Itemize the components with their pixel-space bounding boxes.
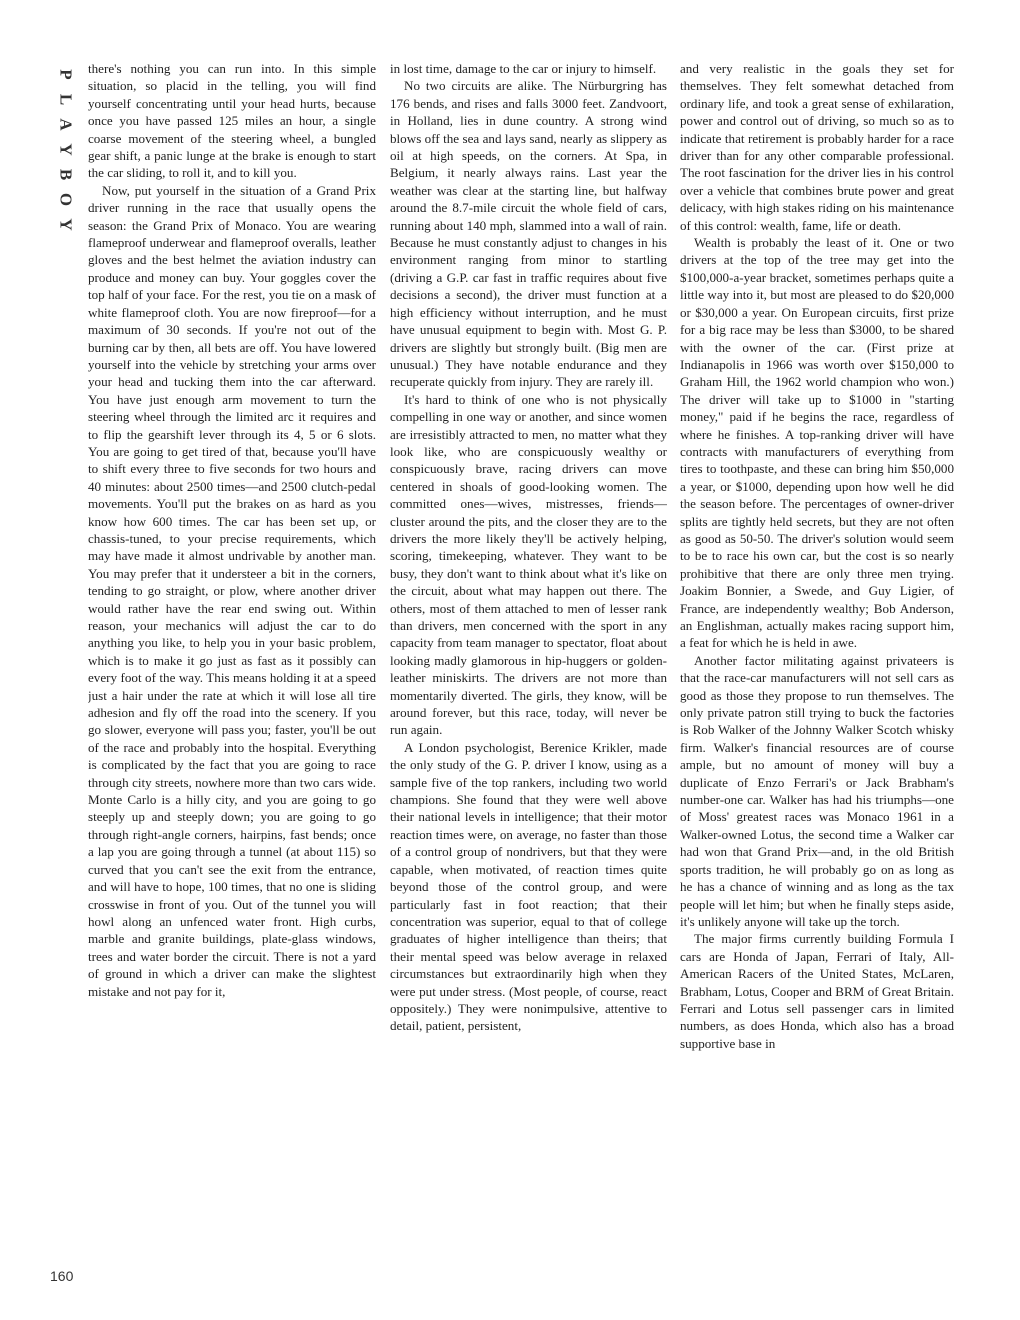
masthead-letter: Y	[56, 143, 76, 156]
paragraph: A London psychologist, Berenice Krikler, made the only study of the G. P. driver I know, using as a sample five of the top rankers, including two world champions. She found that they were well above their national levels in intelligence; that their motor reaction times were, on average, no faster than those of a control group of nondrivers, but that they were capable, when motivated, of reaction times quite beyond those of the control group, and were particularly fast in foot reaction; that their concentration was superior, equal to that of college graduates of higher intelligence than theirs; that their mental speed was below average in relaxed circumstances but extraordinarily high when they were put under stress. (Most people, of course, react oppositely.) They were nonimpulsive, attentive to detail, patient, persistent,	[390, 739, 667, 1034]
paragraph: and very realistic in the goals they set for themselves. They felt somewhat detached from ordinary life, and took a great sense of exhilaration, power and control out of driving, so much so as to indicate that retirement is probably harder for a race driver than for any other comparable professional. The root fascination for the driver lies in his control over a vehicle that combines brute power and great delicacy, with high stakes riding on his maintenance of this control: wealth, fame, life or death.	[680, 61, 954, 233]
text-column-1	[88, 60, 376, 1300]
paragraph: in lost time, damage to the car or injury to himself.	[390, 61, 657, 76]
magazine-masthead	[48, 62, 84, 237]
page-number: 160	[50, 1268, 74, 1284]
text-column-3	[680, 60, 954, 1300]
text-column-2	[390, 60, 667, 1300]
masthead-letter: B	[56, 168, 76, 181]
paragraph: The major firms currently building Formula I cars are Honda of Japan, Ferrari of Italy, All-American Racers of the United States, McLaren, Brabham, Lotus, Cooper and BRM of Great Britain. Ferrari and Lotus sell passenger cars in limited numbers, as does Honda, which also has a broad supportive base in	[680, 931, 954, 1051]
paragraph: Another factor militating against privateers is that the race-car manufacturers will not sell cars as good as those they propose to run themselves. The only private patron still trying to buck the factories is Rob Walker of the Johnny Walker Scotch whisky firm. Walker's financial resources are of course ample, but no amount of money will buy a duplicate of Enzo Ferrari's or Jack Brabham's number-one car. Walker has had his triumphs—one of Moss' greatest races was Monaco 1961 in a Walker-owned Lotus, the second time a Walker car had won that Grand Prix—and, in the old British sports tradition, he will probably go on as long as he has a chance of winning and as long as the tax people will let him; but when he finally steps aside, it's unlikely anyone will take up the torch.	[680, 652, 954, 929]
masthead-letter: P	[56, 69, 76, 80]
paragraph: Now, put yourself in the situation of a Grand Prix driver running in the race that usually opens the season: the Grand Prix of Monaco. You are wearing flameproof underwear and flameproof overalls, leather gloves and the best helmet the aviation industry can produce and money can buy. Your goggles cover the top half of your face. For the rest, you tie on a mask of white flameproof cloth. You are now fireproof—for a maximum of 30 seconds. If you're not out of the burning car by then, all bets are off. You have lowered yourself into the vehicle by stretching your arms over your head and tucking them into the car afterward. You have just enough arm movement to turn the steering wheel through the limited arc it requires and to flip the gearshift lever through its 4, 5 or 6 slots. You are going to get tired of that, because you'll have to shift every three to five seconds for two hours and 40 minutes: about 2500 times—and 2500 clutch-pedal movements. You'll put the brakes on as hard as you know how 600 times. The car has been set up, or chassis-tuned, to your precise requirements, which may have made it almost undrivable by another man. You may prefer that it understeer a bit in the corners, tending to go straight, or plow, where another driver would rather have the rear end swing out. Within reason, your mechanics will adjust the car to do anything you like, to help you in your basic problem, which is to make it go just as fast as it possibly can every foot of the way. This means holding it at a speed just a hair under the rate at which it will lose all tire adhesion and fly off the road into the scenery. If you go slower, everyone will pass you; faster, you'll be out of the race and probably into the hospital. Everything is complicated by the fact that you are going to race through city streets, nowhere more than two cars wide. Monte Carlo is a hilly city, and you are going to go steeply up and steeply down; you are going to go through right-angle corners, hairpins, fast bends; once a lap you are going through a tunnel (at about 115) so curved that you can't see the exit from the entrance, and will have to hope, 100 times, that no one is sliding crosswise in front of you. Out of the tunnel you will howl along an unfenced water front. High curbs, marble and granite buildings, plate-glass windows, trees and water border the circuit. There is not a yard of ground in which a driver can make the slightest mistake and not pay for it,	[88, 182, 376, 999]
masthead-letter: A	[56, 118, 76, 131]
masthead-letter: O	[56, 192, 76, 207]
paragraph: No two circuits are alike. The Nürburgring has 176 bends, and rises and falls 3000 feet. Zandvoort, in Holland, lies in dune country. A strong wind blows off the sea and lays sand, nearly as slippery as oil at high speeds, on the corners. At Spa, in Belgium, it nearly always rains. Last year the weather was clear at the starting line, but halfway around the 8.7-mile circuit the whole field of cars, running about 140 mph, slammed into a wall of rain. Because he must constantly adjust to changes in his environment ranging from minor to startling (driving a G.P. car fast in traffic requires about five decisions a second), the driver must function at a high efficiency without interruption, and he must have unusual equipment to begin with. Most G. P. drivers are slightly but strongly built. (Big men are unusual.) They have notable endurance and they recuperate quickly from injury. They are rarely ill.	[390, 78, 667, 390]
paragraph: It's hard to think of one who is not physically compelling in one way or another, and since women are irresistibly attracted to men, no matter what they look like, who are conspicuously wealthy or conspicuously brave, racing drivers can move centered in shoals of good-looking women. The committed ones—wives, mistresses, friends—cluster around the pits, and the closer they are to the drivers the more likely they'll be actively helping, scoring, timekeeping, whatever. They want to be busy, they don't want to think about what it's like on the circuit, about what may happen out there. The others, most of them attached to men of lesser rank than drivers, men concerned with the sport in any capacity from team manager to spectator, float about looking madly glamorous in hip-huggers or golden-leather miniskirts. The drivers are not more than momentarily diverted. The girls, they know, will be around forever, but this race, today, will never be run again.	[390, 391, 667, 738]
paragraph: there's nothing you can run into. In this simple situation, so placid in the telling, you will find yourself concentrating until your head hurts, because once you have passed 125 miles an hour, a single coarse movement of the steering wheel, a bungled gear shift, a panic lunge at the brake is enough to start the car sliding, to roll it, and to kill you.	[88, 61, 376, 181]
masthead-letter: Y	[56, 218, 76, 231]
paragraph: Wealth is probably the least of it. One or two drivers at the top of the tree may get into the $100,000-a-year bracket, sometimes perhaps quite a little way into it, but most are pleased to do $20,000 or $30,000 a year. On European circuits, first prize for a big race may be less than $3000, to be shared with the owner of the car. (First prize at Indianapolis in 1966 was worth over $150,000 to Graham Hill, the 1962 world champion who won.) The driver will take up to $1000 in "starting money," paid if he begins the race, regardless of where he finishes. A top-ranking driver will have contracts with manufacturers of everything from tires to toothpaste, and these can bring him $50,000 a year, or $1000, depending upon how well he did the season before. The percentages of owner-driver splits are tightly held secrets, but they are not often as good as 50-50. The driver's solution would seem to be to race his own car, but the cost is so nearly prohibitive that there are only three men trying. Joakim Bonnier, a Swede, and Guy Ligier, of France, are independently wealthy; Bob Anderson, an Englishman, actually makes racing support him, a feat for which he is held in awe.	[680, 235, 954, 651]
masthead-letter: L	[56, 93, 76, 106]
